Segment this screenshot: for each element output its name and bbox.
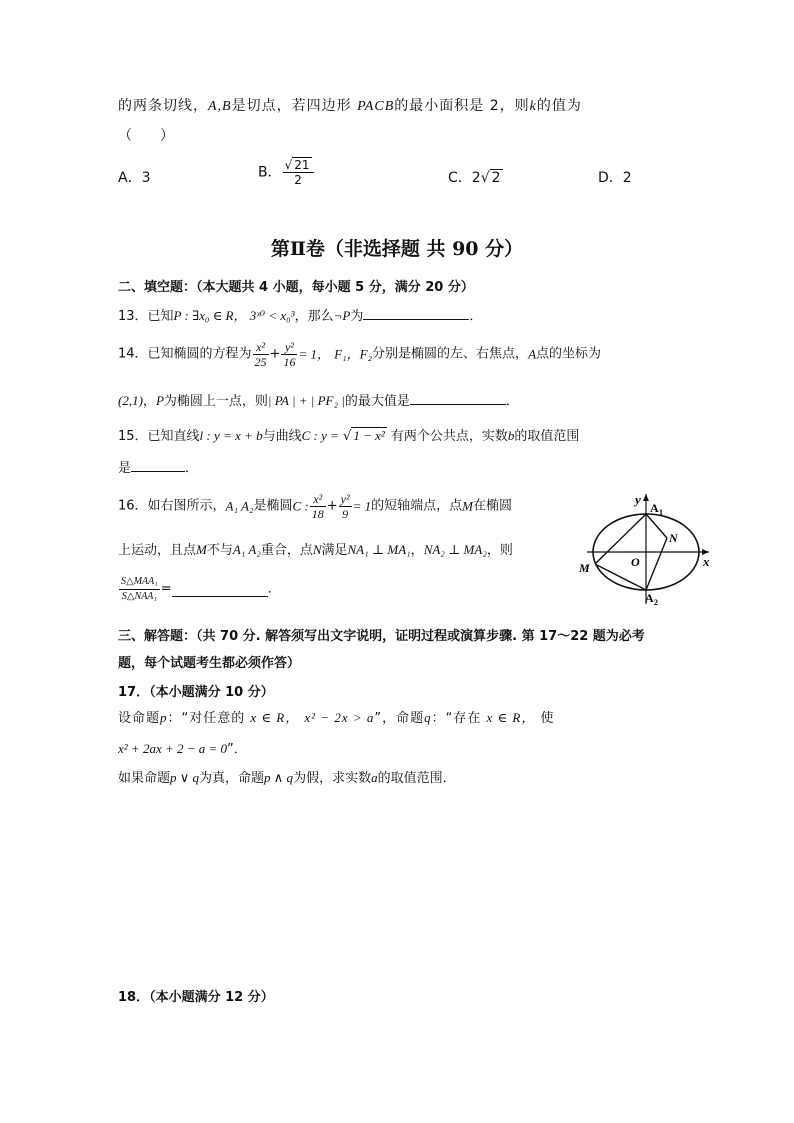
q14-line2	[118, 390, 519, 412]
text: 满足	[321, 543, 348, 558]
text: 的最小面积是 2，则	[394, 98, 530, 114]
text: ，	[142, 394, 156, 409]
label-a2: A	[645, 591, 654, 605]
text: ”，命题	[374, 711, 425, 726]
fraction-y	[339, 492, 352, 521]
radicand: 2	[491, 170, 501, 186]
denominator: 2	[294, 173, 302, 187]
label-y: y	[635, 492, 641, 507]
q18-title: 18．（本小题满分 12 分）	[118, 990, 274, 1005]
fraction-x	[310, 492, 326, 521]
label-m: M	[579, 561, 590, 575]
q12-line1	[118, 96, 582, 117]
q12-option-a: A．3	[118, 170, 151, 186]
text: ．	[267, 581, 281, 597]
answer-blank[interactable]	[131, 457, 185, 472]
text: 为假，求实数	[293, 771, 372, 786]
math: x² − 2x > a	[304, 710, 375, 725]
math: A₁ A₂	[225, 498, 254, 514]
math: M	[462, 498, 473, 514]
text: 的取值范围	[514, 429, 580, 444]
text: ，则	[486, 543, 513, 558]
text: 是	[118, 461, 132, 476]
text: 有两个公共点，实数	[390, 429, 508, 444]
numerator: y²	[281, 340, 297, 355]
text: 为椭圆上一点，则	[163, 394, 268, 409]
text: 在椭圆	[472, 498, 512, 514]
math: C :	[292, 498, 309, 514]
math: (2,1)	[118, 393, 143, 408]
denominator: 18	[311, 507, 324, 521]
math: A,B	[208, 99, 232, 114]
coef: 2	[471, 170, 481, 186]
radicand: 21	[294, 158, 310, 172]
math: P : ∃x₀ ∈ R， 3ˣ⁰ < x₀³	[173, 308, 295, 323]
radicand: 1 − x²	[353, 428, 385, 443]
text: ．	[505, 394, 519, 409]
text: ．	[185, 461, 199, 476]
text: 不与	[206, 543, 233, 558]
answer-blank[interactable]	[410, 390, 506, 405]
denominator: 25	[254, 355, 267, 369]
math: NA₂ ⊥ MA₂	[423, 542, 487, 557]
y-axis-arrow	[643, 494, 649, 501]
math: ¬P	[333, 308, 351, 323]
segment-n-a2	[646, 538, 667, 590]
q12-bracket: （ ）	[118, 128, 174, 144]
text: 上运动，且点	[118, 543, 197, 558]
math: l : y = x + b	[199, 428, 263, 443]
math: x² + 2ax + 2 − a = 0	[118, 741, 228, 756]
text: ”．	[227, 742, 247, 757]
math: p ∨ q	[170, 770, 200, 785]
text: ：“存在	[431, 711, 482, 726]
numerator: y²	[340, 492, 350, 506]
math: q	[424, 710, 432, 725]
text: 的值为	[536, 98, 582, 114]
text: 14．已知椭圆的方程为	[118, 346, 252, 362]
q13	[118, 305, 482, 327]
math: C : y =	[301, 428, 339, 443]
text: 设命题	[118, 711, 161, 726]
math: NA₁ ⊥ MA₁	[347, 542, 411, 557]
q17-line3	[118, 768, 456, 789]
text: 为真，命题	[199, 771, 265, 786]
text: 如果命题	[118, 771, 171, 786]
math: | PA | + | PF₂ |	[267, 393, 345, 408]
q12-option-c: C．2√ 2	[448, 170, 501, 186]
answer-blank[interactable]	[172, 582, 268, 597]
text: 16．如右图所示，	[118, 498, 226, 514]
label-a2-sub: 2	[654, 598, 658, 607]
math: = 1	[352, 498, 372, 514]
segment-a1-n	[646, 514, 667, 538]
q12-option-b	[258, 158, 315, 187]
text: 分别是椭圆的左、右焦点，	[372, 346, 529, 362]
text: 13．已知	[118, 309, 174, 324]
q16-line2	[118, 540, 513, 561]
part2-title: 第Ⅱ卷（非选择题 共 90 分）	[270, 238, 524, 260]
section3-heading-line2: 题，每个试题考生都必须作答）	[118, 656, 301, 671]
fraction	[283, 158, 314, 187]
denominator: 16	[283, 355, 296, 369]
text: 的最大值是	[344, 394, 410, 409]
math: x ∈ R，	[486, 710, 536, 725]
q15-line2	[118, 457, 198, 479]
label-n: N	[669, 531, 678, 545]
math: A	[528, 346, 537, 362]
text: =	[160, 581, 172, 597]
math: b	[507, 428, 515, 443]
option-label: C．	[448, 170, 472, 186]
option-label: B．	[258, 164, 282, 181]
numerator: x²	[253, 340, 269, 355]
text: 使	[540, 711, 555, 726]
q16-line3	[118, 575, 281, 604]
section2-heading: 二、填空题：（本大题共 4 小题，每小题 5 分，满分 20 分）	[118, 280, 474, 295]
math: = 1，	[298, 346, 330, 362]
math: PACB	[357, 99, 395, 114]
text: 点的坐标为	[536, 346, 602, 362]
q17-line1	[118, 708, 555, 729]
denominator: 9	[342, 507, 349, 521]
text: 是椭圆	[253, 498, 293, 514]
text: ，那么	[294, 309, 334, 324]
ellipse-figure	[575, 488, 715, 608]
label-a1-sub: 1	[659, 508, 663, 517]
text: 的短轴端点，点	[371, 498, 463, 514]
label-x: x	[703, 554, 710, 569]
text: 与曲线	[262, 429, 302, 444]
q15-line1: 15．已知直线l : y = x + b与曲线C : y = √ 1 − x² 有两个公共点，实数b的取值范围	[118, 428, 580, 444]
text: ：“对任意的	[167, 711, 246, 726]
text: 是切点，若四边形	[231, 98, 352, 114]
text: 为	[350, 309, 364, 324]
fraction-x	[253, 340, 269, 369]
q17-line2	[118, 739, 247, 760]
math: F₁，F₂	[334, 346, 373, 362]
label-a1: A	[650, 501, 659, 515]
answer-blank[interactable]	[363, 305, 469, 320]
math: N	[312, 542, 322, 557]
denominator: S△NAA₁	[121, 591, 157, 602]
q17-title: 17．（本小题满分 10 分）	[118, 685, 274, 700]
text: 的取值范围．	[377, 771, 456, 786]
math: P	[155, 393, 164, 408]
section3-heading-line1: 三、解答题：（共 70 分. 解答须写出文字说明，证明过程或演算步骤. 第 17～22 题为必考	[118, 629, 645, 644]
math: k	[529, 99, 537, 114]
text: 重合，点	[260, 543, 313, 558]
text: 15．已知直线	[118, 429, 200, 444]
area-ratio	[119, 575, 160, 604]
math: M	[196, 542, 207, 557]
text: 的两条切线，	[118, 98, 208, 114]
q12-option-d: D．2	[598, 170, 632, 186]
q14-line1: 14．已知椭圆的方程为 $\frac{\text{x²}}{25}$ + $\frac{\text{y²}}{16}$ = 1， F₁，F₂分别是椭圆的左、右焦点，A点的坐标为	[118, 340, 602, 369]
fraction-y	[281, 340, 297, 369]
q16-line1: 16．如右图所示，A₁ A₂是椭圆C : $\frac{\text{x²}}{18}$ + $\frac{\text{y²}}{9}$ = 1的短轴端点，点M在椭圆	[118, 492, 512, 521]
label-o: O	[631, 555, 640, 569]
numerator: S△MAA₁	[119, 575, 160, 590]
math: x ∈ R，	[250, 710, 300, 725]
math: p	[160, 710, 168, 725]
text: ，	[410, 543, 424, 558]
math: a	[371, 770, 378, 785]
numerator: √ 21	[283, 158, 314, 173]
text: ．	[469, 309, 483, 324]
numerator: x²	[310, 492, 326, 507]
math: A₁ A₂	[232, 542, 261, 557]
math: p ∧ q	[264, 770, 294, 785]
